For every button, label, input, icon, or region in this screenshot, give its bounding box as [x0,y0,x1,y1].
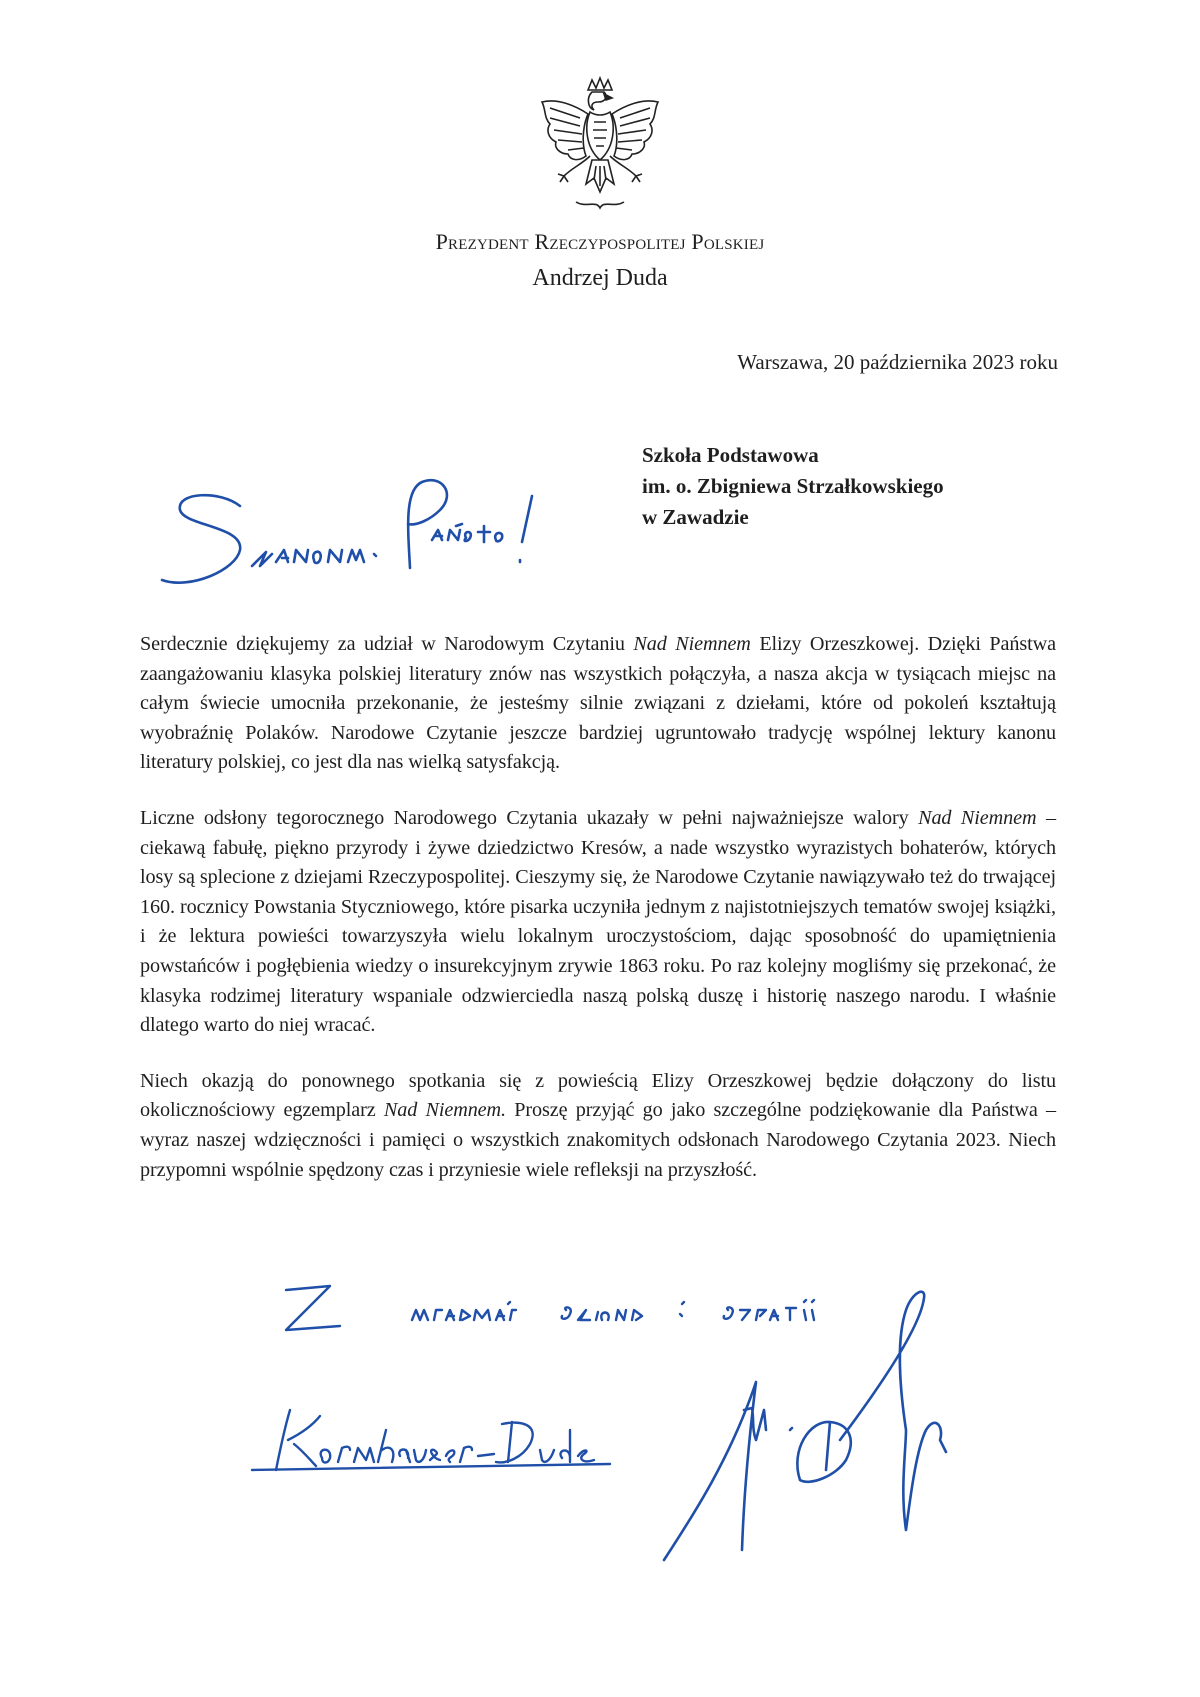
addressee-line-1: Szkoła Podstawowa [642,443,819,467]
paragraph-1 [140,630,1056,778]
paragraph-2-part-2: – ciekawą fabułę, piękno przyrody i żywe dziedzictwo Kresów, a nade wszystko wyrazistych bohaterów, których losy są splecione z dziejami Rzeczypospolitej. Cieszymy się, że Narodowe Czytanie nawiązywało też do trwającej 160. rocznicy Powstania Styczniowego, które pisarka uczyniła jednym z najistotniejszych tematów swojej książki, i że lektura powieści towarzyszyła wielu lokalnym uroczystościom, dając sposobność do upamiętnienia powstańców i pogłębienia wiedzy o insurekcyjnym zrywie 1863 roku. Po raz kolejny mogliśmy się przekonać, że klasyka rodzimej literatury wspaniale odzwierciedla naszą polską duszę i historię naszego narodu. I właśnie dlatego warto do niej wracać. [140,806,1056,1037]
office-title: Prezydent Rzeczypospolitej Polskiej [435,229,765,254]
book-title-italic: Nad Niemnem [633,633,751,655]
paragraph-2 [140,804,1056,1041]
letter-header [0,226,1200,298]
signature-right [660,1290,1020,1620]
letter-body [140,630,1056,1211]
signature-left [250,1400,630,1480]
signature-right-handwriting-icon [660,1290,1020,1620]
book-title-italic: Nad Niemnem [918,806,1037,829]
paragraph-3-part-2: Proszę przyjąć go jako szczególne podziękowanie dla Państwa – wyraz naszej wdzięczności i pamięci o wszystkich znakomitych odsłonach Narodowego Czytania 2023. Niech przypomni wspólnie spędzony czas i przyniesie wiele refleksji na przyszłość. [140,1099,1056,1181]
paragraph-3-part-1: Niech okazją do ponownego spotkania się z powieścią Elizy Orzeszkowej będzie dołączony do listu okolicznościowy egzemplarz [140,1069,1056,1122]
paragraph-1-part-1: Serdecznie dziękujemy za udział w Narodowym Czytaniu [140,633,634,655]
signature-left-handwriting-icon [250,1400,630,1480]
paragraph-1-part-2: Elizy Orzeszkowej. Dzięki Państwa zaangażowaniu klasyka polskiej literatury znów nas wszystkich połączyła, a nasza akcja w tysiącach miejsc na całym świecie umocniła przekonanie, że jesteśmy silnie związani z dziełami, które od pokoleń kształtują wyobraźnię Polaków. Narodowe Czytanie jeszcze bardziej ugruntowało tradycję wspólnej lektury kanonu literatury polskiej, co jest dla nas wielką satysfakcją. [140,633,1056,774]
addressee-block [642,440,944,533]
addressee-line-3: w Zawadzie [642,505,749,529]
date-line: Warszawa, 20 października 2023 roku [737,350,1058,374]
handwritten-salutation [160,470,600,610]
salutation-handwriting-icon [160,470,600,610]
book-title-italic: Nad Niemnem. [383,1099,506,1122]
paragraph-3 [140,1067,1056,1185]
sender-name: Andrzej Duda [532,265,668,291]
polish-eagle-emblem-icon [536,76,664,214]
paragraph-2-part-1: Liczne odsłony tegorocznego Narodowego Czytania ukazały w pełni najważniejsze walory [140,806,919,829]
addressee-line-2: im. o. Zbigniewa Strzałkowskiego [642,474,944,498]
